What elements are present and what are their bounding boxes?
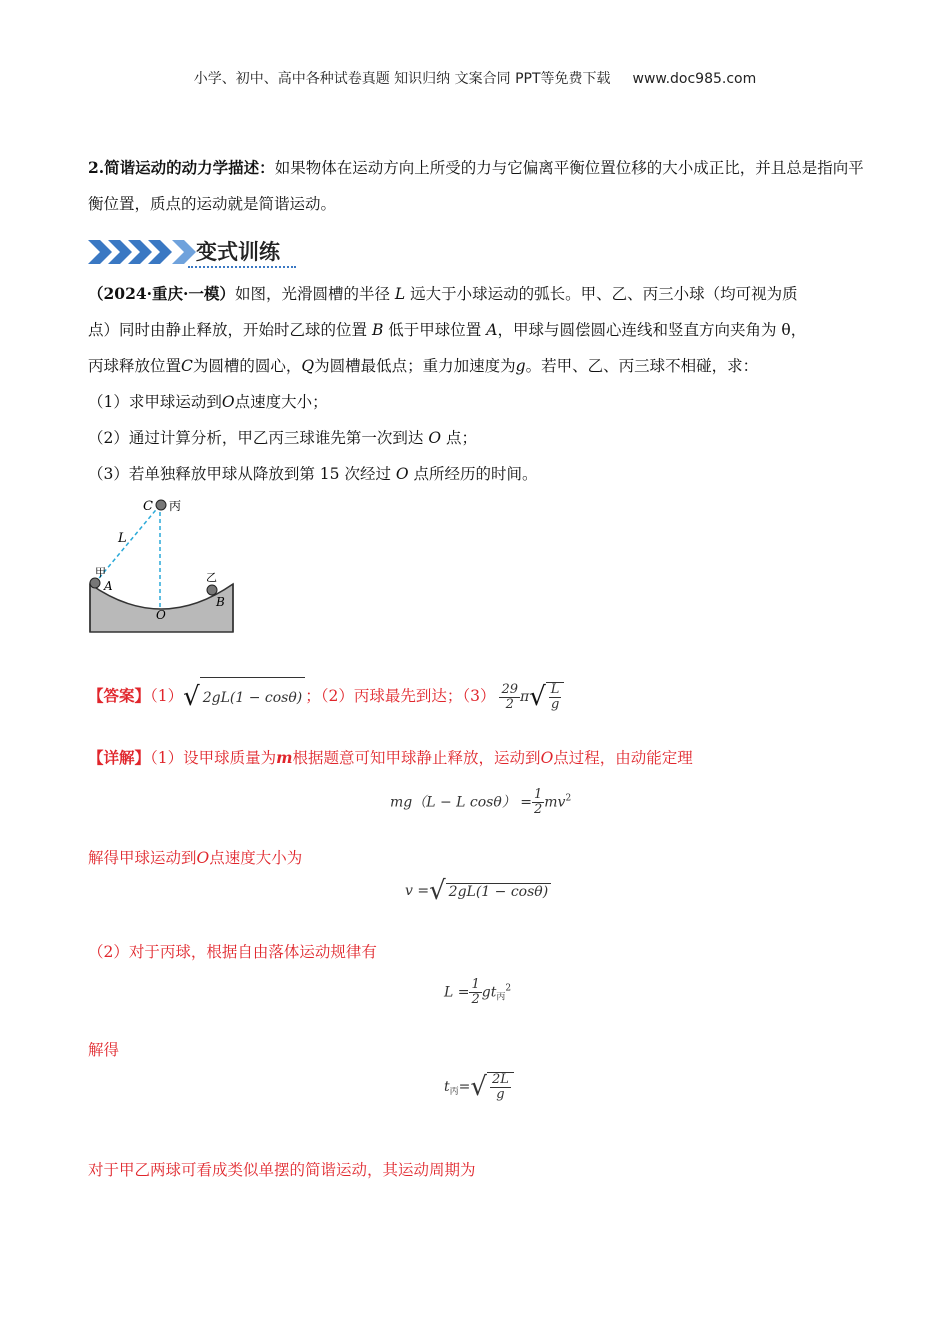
answer-tag: 【答案】 <box>88 686 151 705</box>
ball-bing <box>156 500 166 510</box>
var-O: O <box>540 749 554 767</box>
var-Q: Q <box>301 357 315 375</box>
eq-right: gt <box>481 984 497 1001</box>
text: 点所经历的时间。 <box>413 465 538 483</box>
pi-symbol: π <box>520 689 530 705</box>
eq-left: mg（L − L cosθ） <box>390 794 516 811</box>
eq-sqrt: 2gL(1 − cosθ) <box>446 883 552 900</box>
var-m: m <box>276 748 293 767</box>
text: 点过程，由动能定理 <box>553 749 693 767</box>
answer-3-sqrt <box>546 682 565 712</box>
text: 点速度大小为 <box>209 849 303 867</box>
frac-num: 1 <box>533 787 543 802</box>
label-L: L <box>118 531 127 546</box>
banner-underline <box>188 266 296 268</box>
text: 丙球释放位置 <box>88 357 182 375</box>
frac-den: 2 <box>471 992 480 1007</box>
var-B: B <box>371 321 384 339</box>
frac-num: 1 <box>471 977 480 992</box>
eq-left: v = <box>405 883 430 899</box>
subscript: 丙 <box>496 992 506 1003</box>
label-B: B <box>216 595 225 609</box>
sqrt-sign: √ <box>470 1072 487 1102</box>
problem-source: （2024·重庆·一模） <box>88 284 235 303</box>
text: 为圆槽最低点；重力加速度为 <box>314 357 516 375</box>
text: 为圆槽的圆心， <box>192 357 302 375</box>
text: 。若甲、乙、丙三球不相碰，求： <box>525 357 759 375</box>
text: （1）求甲球运动到 <box>88 393 222 411</box>
equation-1 <box>390 788 571 817</box>
detail-line-5: 对于甲乙两球可看成类似单摆的简谐运动，其运动周期为 <box>88 1161 476 1179</box>
question-1 <box>88 390 328 412</box>
frac-den: 2 <box>533 802 543 817</box>
var-C: C <box>181 357 193 375</box>
text: 点速度大小； <box>234 393 328 411</box>
text: （1） <box>150 687 184 705</box>
text: 点； <box>445 429 477 447</box>
sqrt-sign: √ <box>429 876 446 906</box>
label-A: A <box>104 579 113 593</box>
equation-3 <box>444 978 511 1007</box>
section-banner <box>88 232 308 272</box>
header-url[interactable]: www.doc985.com <box>632 71 757 87</box>
var-L: L <box>394 285 406 303</box>
text: ，甲球与圆偿圆心连线和竖直方向夹角为 θ， <box>497 321 807 339</box>
answer-1-expr: 2gL(1 − cosθ) <box>200 677 306 718</box>
question-3 <box>88 462 538 484</box>
label-O: O <box>156 608 166 622</box>
eq-sqrt-frac <box>487 1072 514 1102</box>
equation-4 <box>444 1072 514 1102</box>
problem-line-3 <box>88 354 758 376</box>
frac-num: L <box>550 682 560 697</box>
eq-right: mv <box>544 794 566 811</box>
var-O: O <box>428 429 442 447</box>
superscript: 2 <box>565 793 572 804</box>
equation-2 <box>405 876 551 906</box>
var-A: A <box>486 321 498 339</box>
eq-t: t <box>444 1079 450 1095</box>
problem-line-2 <box>88 318 806 340</box>
definition-paragraph <box>88 150 864 222</box>
var-O: O <box>196 849 210 867</box>
var-g: g <box>515 357 526 375</box>
eq-frac <box>532 788 544 817</box>
definition-label: 2.简谐运动的动力学描述： <box>88 158 275 177</box>
eq-left: L = <box>444 984 470 1001</box>
label-jia: 甲 <box>95 566 106 579</box>
frac-den: g <box>550 697 560 712</box>
frac-num: 2L <box>491 1072 509 1087</box>
detail-tag: 【详解】 <box>88 748 151 767</box>
label-yi: 乙 <box>206 571 217 584</box>
text: （3）若单独释放甲球从降放到第 15 次经过 <box>88 465 391 483</box>
text: 点）同时由静止释放，开始时乙球的位置 <box>88 321 368 339</box>
text: 解得甲球运动到 <box>88 849 197 867</box>
answer-3-frac <box>499 683 520 712</box>
superscript: 2 <box>505 983 512 994</box>
answer-line <box>88 676 564 716</box>
definition-text: 如果物体在运动方向上所受的力与它偏离平衡位置位移的大小成正比，并且总是指向平衡位置，质点的运动就是简谐运动。 <box>88 159 864 213</box>
sqrt-sign: √ <box>529 682 546 712</box>
eq-sign: = <box>458 1079 471 1095</box>
var-O: O <box>395 465 409 483</box>
sqrt-sign: √ <box>183 682 200 712</box>
text: （1）设甲球质量为 <box>150 749 277 767</box>
eq-frac <box>469 978 481 1007</box>
text: ；（2）丙球最先到达；（3） <box>305 687 496 705</box>
var-O: O <box>221 393 235 411</box>
problem-line-1 <box>88 282 798 304</box>
question-2 <box>88 426 477 448</box>
frac-num: 29 <box>501 681 519 697</box>
chevron-arrows-icon <box>88 232 198 272</box>
subscript: 丙 <box>449 1087 459 1097</box>
detail-line-1 <box>88 746 693 768</box>
label-C: C <box>143 499 153 514</box>
detail-line-3: （2）对于丙球，根据自由落体运动规律有 <box>88 943 377 961</box>
label-bing: 丙 <box>169 499 182 513</box>
text: （2）通过计算分析，甲乙丙三球谁先第一次到达 <box>88 429 424 447</box>
detail-line-2 <box>88 846 302 868</box>
ball-jia <box>90 578 100 588</box>
pendulum-figure <box>82 492 242 636</box>
page-header <box>0 68 950 88</box>
text: 如图，光滑圆槽的半径 <box>234 285 390 303</box>
detail-line-4: 解得 <box>88 1041 120 1059</box>
text: 根据题意可知甲球静止释放，运动到 <box>292 749 541 767</box>
frac-den: g <box>496 1087 505 1102</box>
text: 低于甲球位置 <box>388 321 482 339</box>
banner-title: 变式训练 <box>196 240 280 264</box>
header-text: 小学、初中、高中各种试卷真题 知识归纳 文案合同 PPT等免费下载 <box>193 71 611 87</box>
frac-den: 2 <box>505 696 514 712</box>
text: 远大于小球运动的弧长。甲、乙、丙三小球（均可视为质 <box>410 285 798 303</box>
eq-sign: = <box>520 794 532 811</box>
ball-yi <box>207 585 217 595</box>
